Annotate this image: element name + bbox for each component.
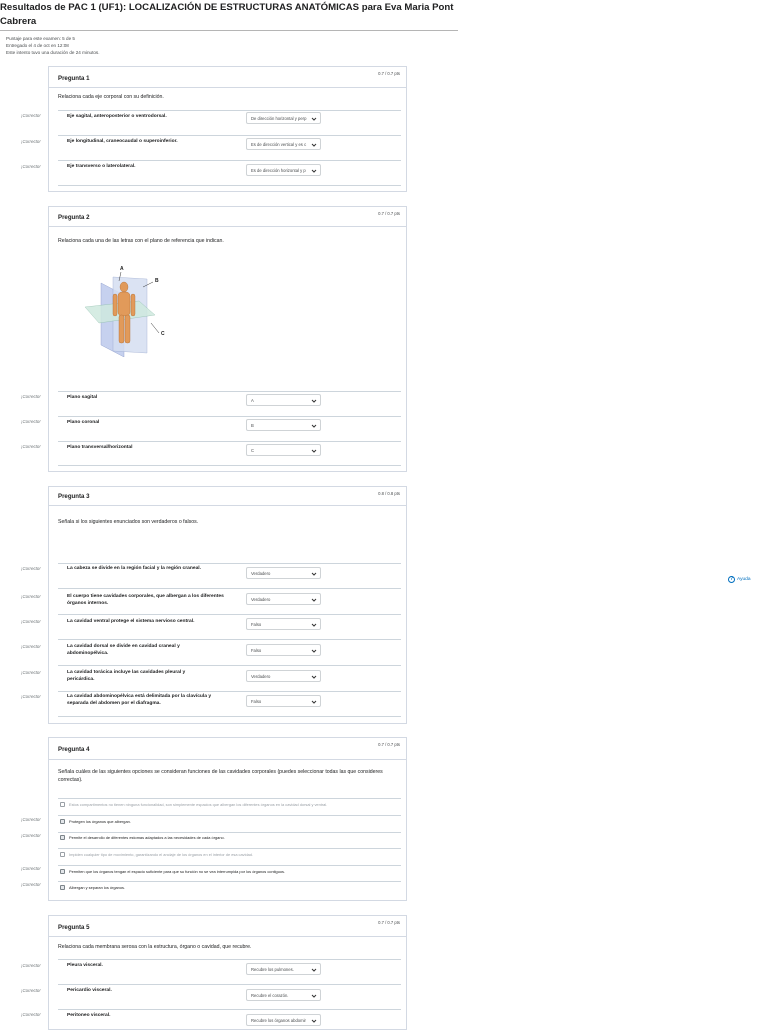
chevron-down-icon [311, 168, 317, 174]
select-value: Recubre el corazón. [251, 993, 289, 998]
row-separator [58, 110, 401, 111]
row-separator [58, 865, 401, 866]
correct-label: ¡Correcto! [21, 444, 41, 449]
select-value: De dirección horizontal y perp [251, 116, 307, 121]
question-text: Relaciona cada membrana serosa con la estructura, órgano o cavidad, que recubre. [58, 944, 252, 950]
question-1 [48, 66, 407, 192]
help-icon: ? [729, 576, 734, 582]
row-separator [58, 665, 401, 666]
row-separator [58, 639, 401, 640]
answer-option[interactable] [60, 802, 402, 807]
match-label: Pleura visceral. [67, 963, 103, 968]
question-score: 0.7 / 0.7 pts [378, 920, 400, 925]
summary-submitted: Entregado el 4 de oct en 12:08 [6, 42, 69, 48]
anatomical-planes-figure [77, 257, 182, 357]
match-label: Eje transverso o laterolateral. [67, 164, 136, 169]
select-value: Verdadero [251, 597, 271, 602]
option-label: Estos compartimentos no tienen ninguna funcionalidad, son simplemente espacios que albergan los diferentes órganos en la cavidad dorsal y ventral. [69, 802, 328, 807]
correct-label: ¡Correcto! [21, 164, 41, 169]
match-label: Plano transversal/horizontal [67, 445, 133, 450]
checkbox [60, 835, 65, 840]
chevron-down-icon [311, 622, 317, 628]
answer-select[interactable] [246, 112, 321, 124]
question-title: Pregunta 4 [58, 746, 90, 753]
select-value: Recubre los órganos abdomir [251, 1018, 306, 1023]
chevron-down-icon [311, 142, 317, 148]
question-5 [48, 915, 407, 1030]
correct-label: ¡Correcto! [21, 566, 41, 571]
chevron-down-icon [311, 993, 317, 999]
select-value: Recubre los pulmones. [251, 967, 294, 972]
row-separator [58, 832, 401, 833]
match-label: La cavidad ventral protege el sistema nervioso central. [67, 619, 195, 624]
question-title: Pregunta 2 [58, 214, 90, 221]
checkbox [60, 869, 65, 874]
row-separator [58, 848, 401, 849]
correct-label: ¡Correcto! [21, 419, 41, 424]
answer-select[interactable] [246, 164, 321, 176]
question-2 [48, 206, 407, 472]
header-divider [49, 226, 406, 227]
row-separator [58, 441, 401, 442]
row-separator [58, 691, 401, 692]
question-text: Señala cuáles de las siguientes opciones se consideran funciones de las cavidades corporales (puedes seleccionar todas las que consideres correctas). [58, 769, 383, 783]
help-link[interactable] [728, 576, 751, 583]
option-label: Protegen los órganos que albergan. [69, 819, 131, 824]
question-4 [48, 737, 407, 901]
question-title: Pregunta 3 [58, 493, 90, 500]
correct-label: ¡Correcto! [21, 394, 41, 399]
title-divider [0, 30, 458, 31]
correct-label: ¡Correcto! [21, 694, 41, 699]
checkbox [60, 852, 65, 857]
question-score: 0.7 / 0.7 pts [378, 71, 400, 76]
answer-select[interactable] [246, 1014, 321, 1026]
correct-label: ¡Correcto! [21, 644, 41, 649]
correct-label: ¡Correcto! [21, 670, 41, 675]
answer-select[interactable] [246, 444, 321, 456]
answer-select[interactable] [246, 618, 321, 630]
answer-option[interactable] [60, 869, 402, 874]
figure-label-a: A [120, 266, 124, 272]
chevron-down-icon [311, 597, 317, 603]
row-separator [58, 185, 401, 186]
match-label: Plano sagital [67, 395, 98, 400]
correct-label: ¡Correcto! [21, 833, 41, 838]
correct-label: ¡Correcto! [21, 139, 41, 144]
row-separator [58, 588, 401, 589]
option-label: Permite el desarrollo de diferentes estomas adaptados a las necesidades de cada órgano. [69, 835, 225, 840]
question-title: Pregunta 1 [58, 75, 90, 82]
match-label: Eje longitudinal, craneocaudal o superoinferior. [67, 139, 178, 144]
answer-option[interactable] [60, 885, 402, 890]
row-separator [58, 416, 401, 417]
answer-select[interactable] [246, 989, 321, 1001]
chevron-down-icon [311, 423, 317, 429]
help-label: Ayuda [737, 577, 751, 582]
select-value: Es de dirección horizontal y p [251, 168, 306, 173]
question-score: 0.7 / 0.7 pts [378, 742, 400, 747]
summary-duration: Este intento tuvo una duración de 24 minutos. [6, 49, 100, 55]
row-separator [58, 815, 401, 816]
row-separator [58, 716, 401, 717]
chevron-down-icon [311, 398, 317, 404]
chevron-down-icon [311, 116, 317, 122]
row-separator [58, 984, 401, 985]
select-value: A [251, 398, 254, 403]
figure-label-b: B [155, 278, 159, 284]
correct-label: ¡Correcto! [21, 817, 41, 822]
checkbox [60, 802, 65, 807]
chevron-down-icon [311, 448, 317, 454]
answer-select[interactable] [246, 593, 321, 605]
page-title: Resultados de PAC 1 (UF1): LOCALIZACIÓN DE ESTRUCTURAS ANATÓMICAS para Eva Maria Pont Cabrera [0, 2, 454, 27]
row-separator [58, 1009, 401, 1010]
answer-select[interactable] [246, 644, 321, 656]
match-label: El cuerpo tiene cavidades corporales, que albergan a los diferentes órganos internos. [67, 594, 224, 606]
answer-select[interactable] [246, 670, 321, 682]
row-separator [58, 959, 401, 960]
row-separator [58, 135, 401, 136]
correct-label: ¡Correcto! [21, 113, 41, 118]
checkbox [60, 819, 65, 824]
chevron-down-icon [311, 674, 317, 680]
question-text: Relaciona cada una de las letras con el plano de referencia que indican. [58, 238, 224, 244]
chevron-down-icon [311, 1018, 317, 1024]
match-label: Plano coronal [67, 420, 100, 425]
match-label: La cavidad abdominopélvica está delimitada por la clavícula y separada del abdomen por el diafragma. [67, 694, 212, 706]
header-divider [49, 505, 406, 506]
select-value: Es de dirección vertical y es c [251, 142, 307, 147]
select-value: B [251, 423, 254, 428]
correct-label: ¡Correcto! [21, 594, 41, 599]
row-separator [58, 798, 401, 799]
checkbox [60, 885, 65, 890]
row-separator [58, 614, 401, 615]
match-label: Pericardio visceral. [67, 988, 112, 993]
correct-label: ¡Correcto! [21, 1012, 41, 1017]
answer-select[interactable] [246, 138, 321, 150]
summary-score: Puntaje para este examen: 5 de 5 [6, 36, 75, 41]
match-label: Peritoneo visceral. [67, 1013, 111, 1018]
header-divider [49, 87, 406, 88]
answer-option[interactable] [60, 852, 402, 857]
answer-option[interactable] [60, 835, 402, 840]
row-separator [58, 881, 401, 882]
select-value: Falso [251, 622, 262, 627]
select-value: C [251, 448, 255, 453]
chevron-down-icon [311, 571, 317, 577]
chevron-down-icon [311, 967, 317, 973]
match-label: La cabeza se divide en la región facial y la región craneal. [67, 566, 202, 571]
chevron-down-icon [311, 699, 317, 705]
select-value: Verdadero [251, 674, 271, 679]
answer-select[interactable] [246, 419, 321, 431]
row-separator [58, 391, 401, 392]
question-3 [48, 486, 407, 724]
row-separator [58, 160, 401, 161]
correct-label: ¡Correcto! [21, 882, 41, 887]
answer-select[interactable] [246, 695, 321, 707]
match-label: Eje sagital, anteroposterior o ventrodorsal. [67, 114, 167, 119]
option-label: Permiten que los órganos tengan el espacio suficiente para que su función no se vea interrumpida por los órganos contiguos. [69, 869, 286, 874]
option-label: Albergan y separan los órganos. [69, 885, 126, 890]
question-score: 0.7 / 0.7 pts [378, 211, 400, 216]
correct-label: ¡Correcto! [21, 866, 41, 871]
select-value: Falso [251, 699, 262, 704]
correct-label: ¡Correcto! [21, 988, 41, 993]
figure-label-c: C [161, 331, 165, 337]
row-separator [58, 563, 401, 564]
match-label: La cavidad dorsal se divide en cavidad craneal y abdominopélvica. [67, 644, 180, 656]
question-text: Señala si los siguientes enunciados son verdaderos o falsos. [58, 519, 199, 525]
answer-select[interactable] [246, 963, 321, 975]
correct-label: ¡Correcto! [21, 963, 41, 968]
answer-select[interactable] [246, 394, 321, 406]
row-separator [58, 465, 401, 466]
attempt-summary [6, 36, 99, 57]
answer-option[interactable] [60, 819, 402, 824]
question-score: 0.8 / 0.8 pts [378, 491, 400, 496]
select-value: Verdadero [251, 571, 271, 576]
answer-select[interactable] [246, 567, 321, 579]
question-text: Relaciona cada eje corporal con su definición. [58, 94, 164, 100]
header-divider [49, 759, 406, 760]
chevron-down-icon [311, 648, 317, 654]
option-label: Impiden cualquier tipo de movimiento, garantizando el anclaje de los órganos en el interior de esa cavidad. [69, 852, 254, 857]
correct-label: ¡Correcto! [21, 619, 41, 624]
header-divider [49, 936, 406, 937]
question-title: Pregunta 5 [58, 924, 90, 931]
select-value: Falso [251, 648, 262, 653]
match-label: La cavidad torácica incluye las cavidades pleural y pericárdica. [67, 670, 186, 682]
